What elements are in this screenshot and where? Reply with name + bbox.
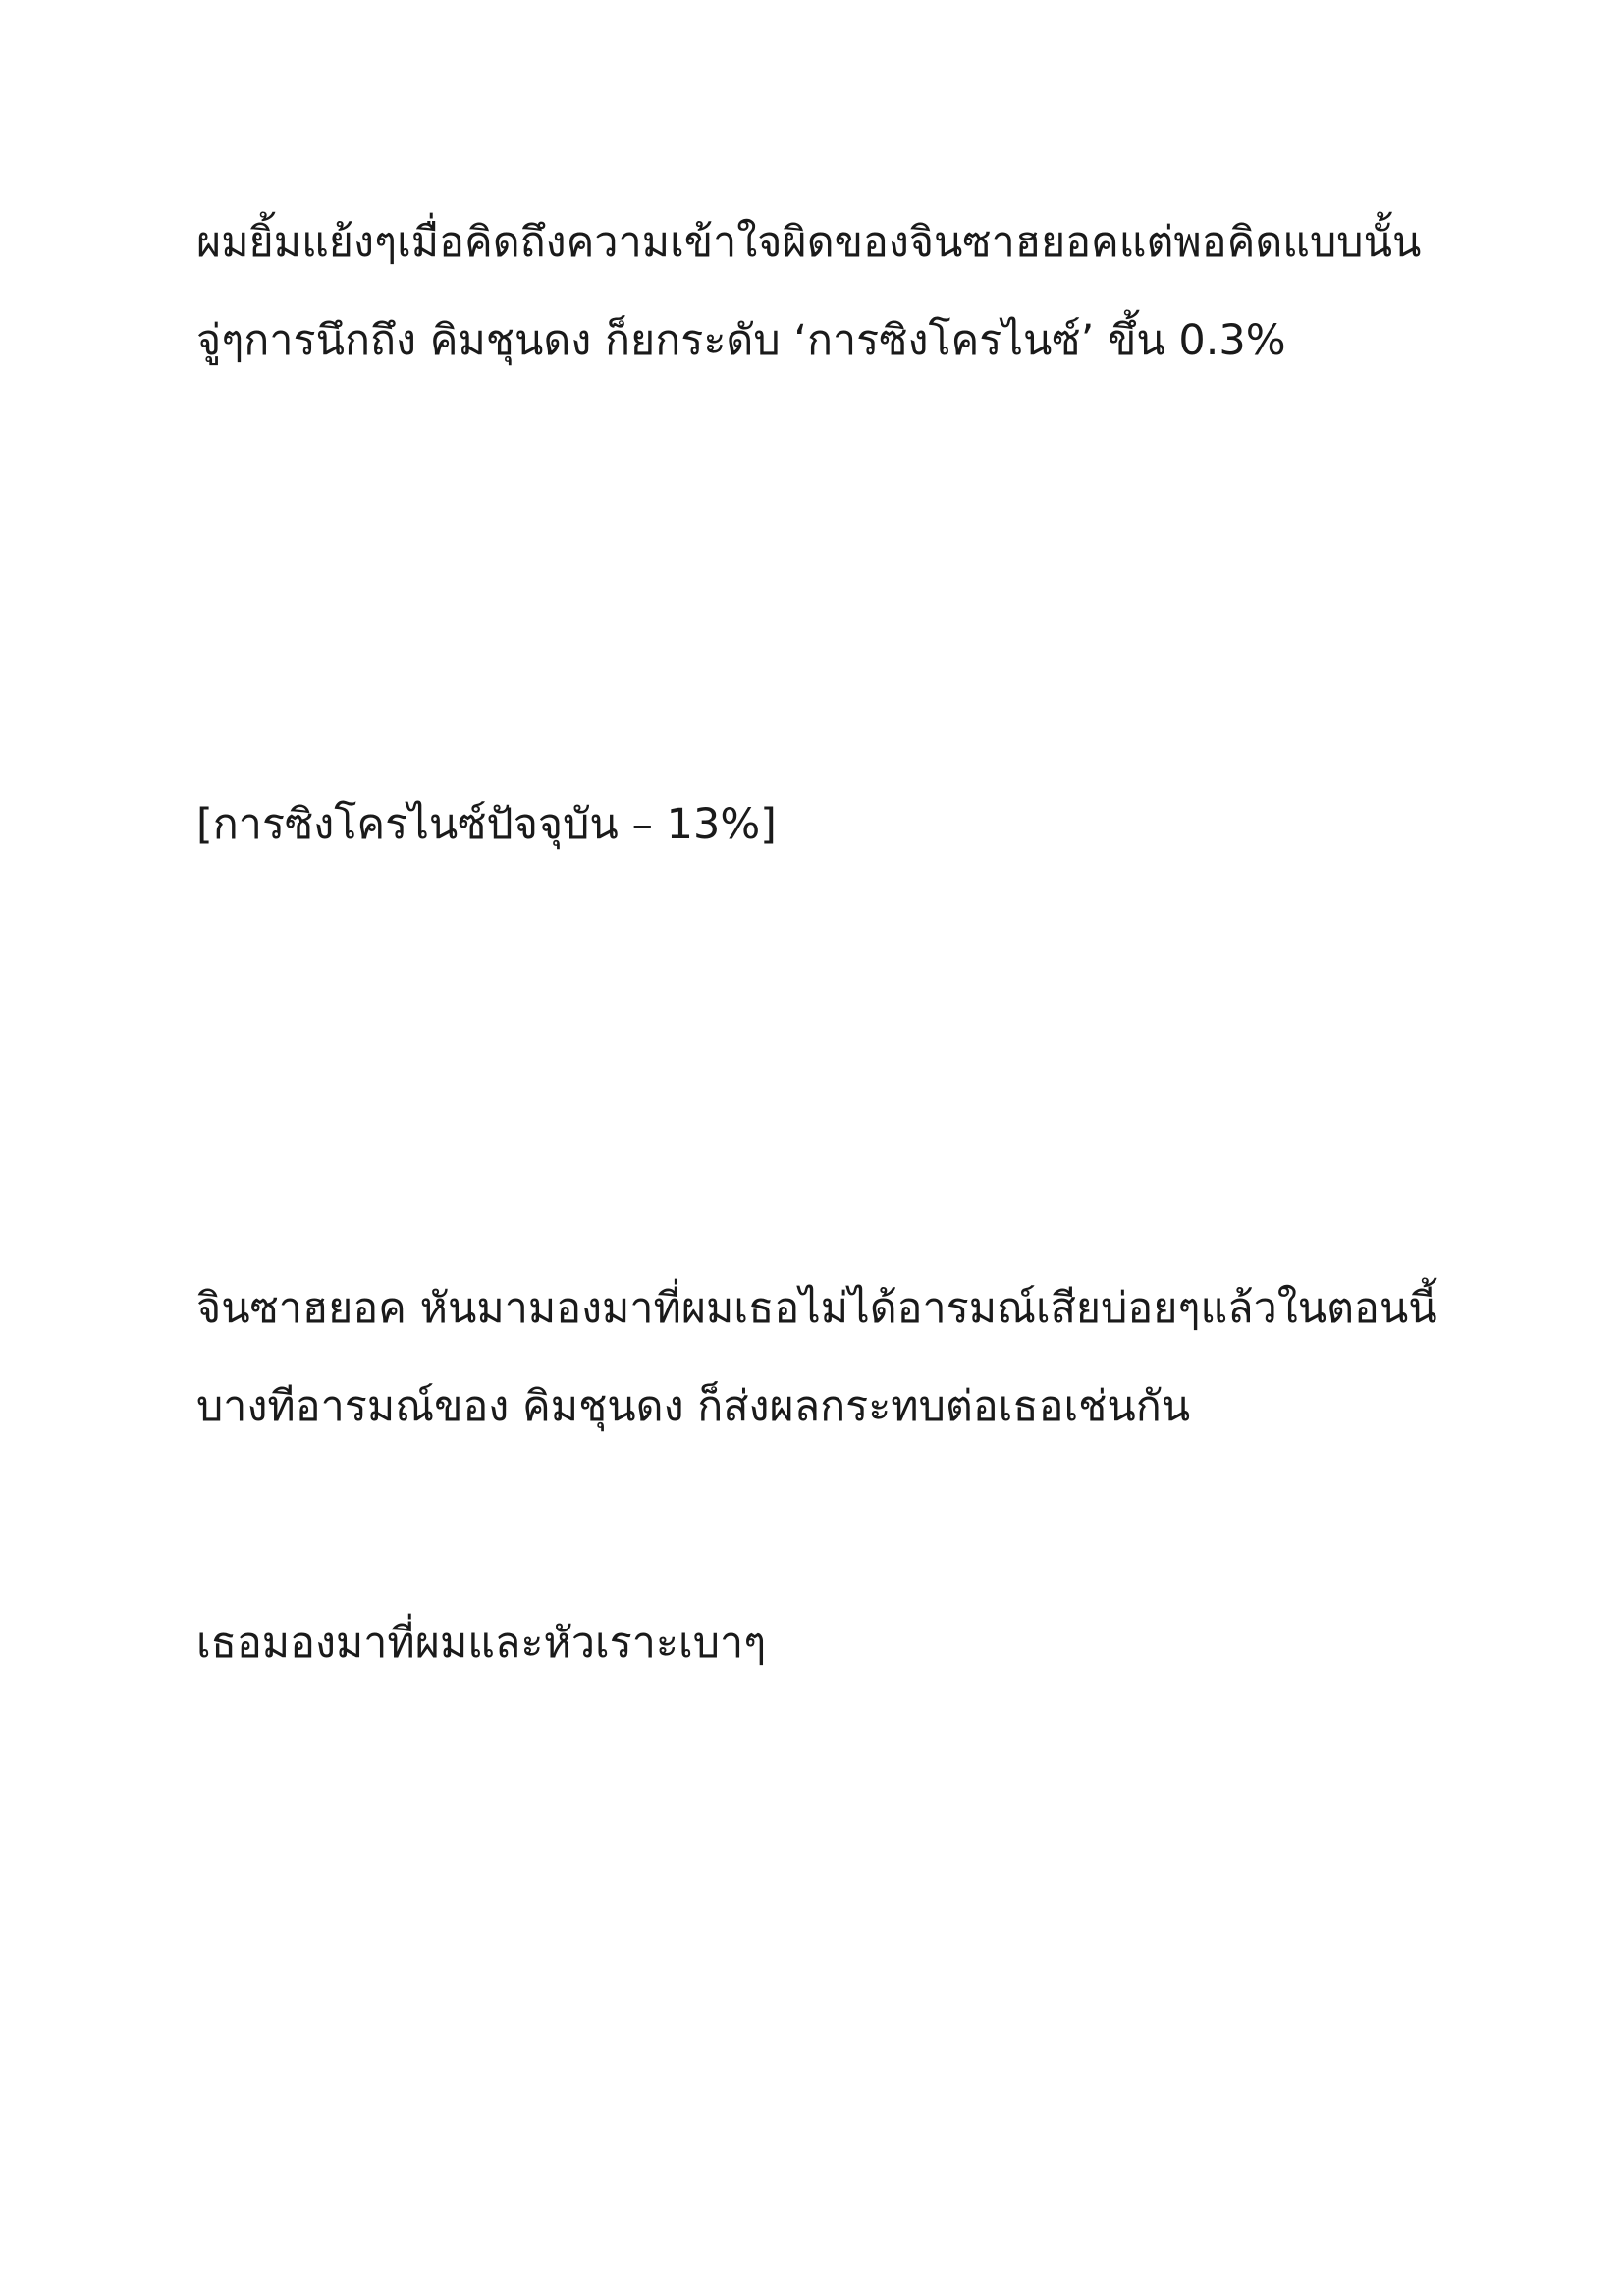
- paragraph-sync-status: [196, 775, 1473, 874]
- paragraph-sync-increase: [196, 193, 1473, 390]
- text-line: เธอมองมาที่ผมและหัวเราะเบาๆ: [196, 1619, 767, 1668]
- sync-status-line: [การซิงโครไนซ์ปัจจุบัน – 13%]: [196, 800, 777, 849]
- text-line: จู่ๆการนึกถึง คิมชุนดง ก็ยกระดับ ‘การซิงโครไนซ์’ ขึ้น 0.3%: [196, 316, 1286, 365]
- text-line: บางทีอารมณ์ของ คิมชุนดง ก็ส่งผลกระทบต่อเธอเช่นกัน: [196, 1382, 1191, 1431]
- text-line: จินซาฮยอค หันมามองมาที่ผมเธอไม่ได้อารมณ์เสียบ่อยๆแล้วในตอนนี้: [196, 1284, 1437, 1333]
- paragraph-turns-to-look: [196, 1259, 1473, 1456]
- text-line: ผมยิ้มแย้งๆเมื่อคิดถึงความเข้าใจผิดของจินซาฮยอคแต่พอคิดแบบนั้น: [196, 218, 1422, 267]
- paragraph-laughs-softly: [196, 1594, 1473, 1692]
